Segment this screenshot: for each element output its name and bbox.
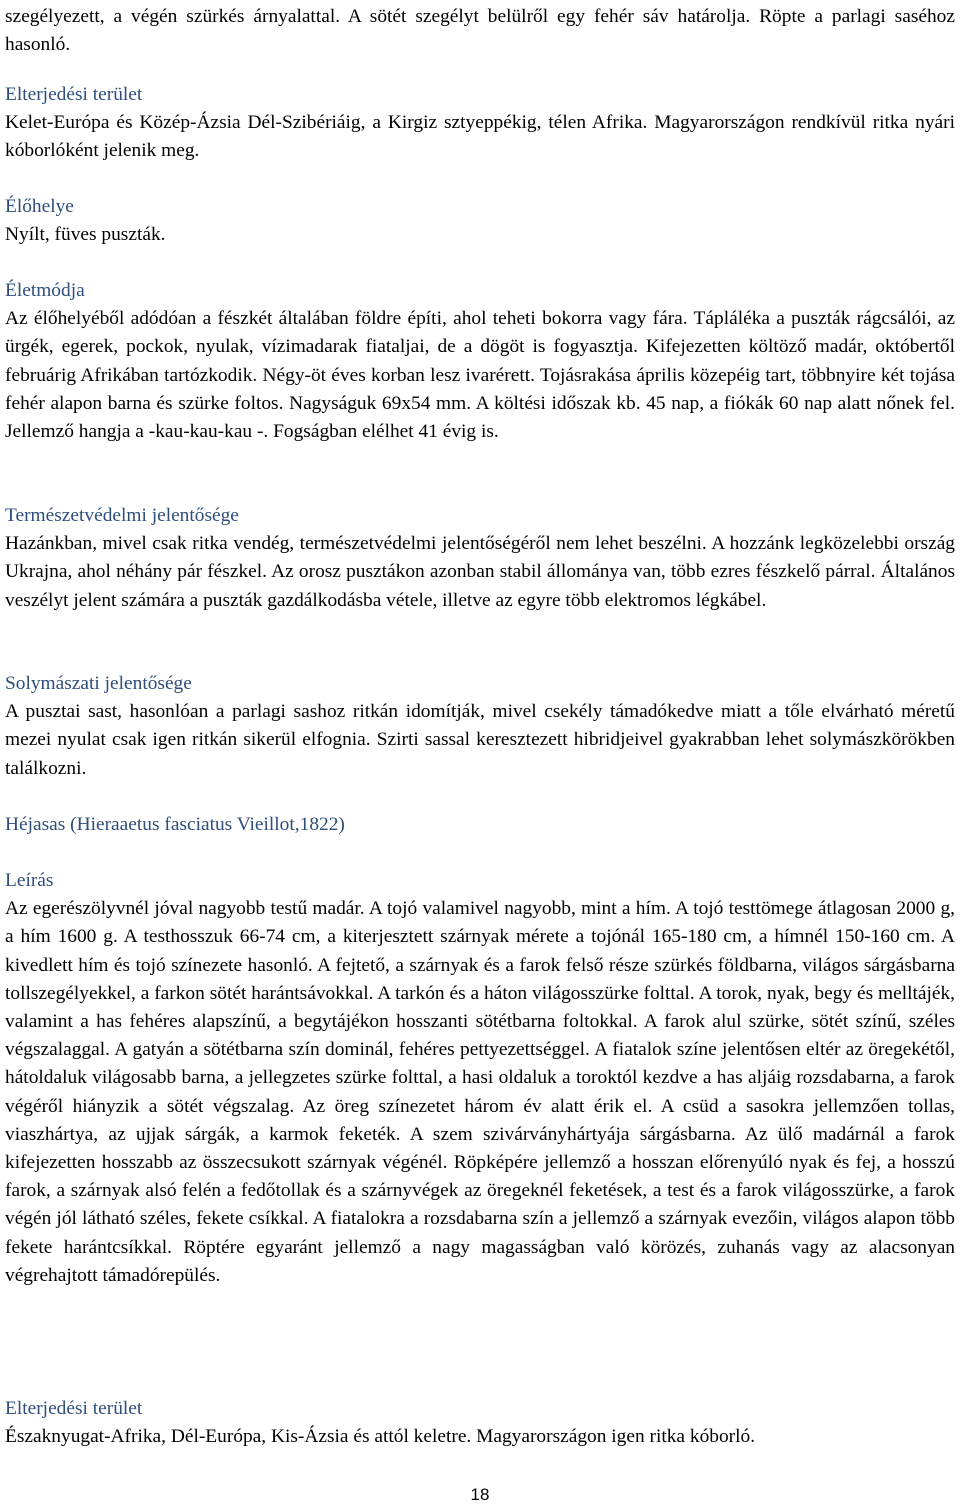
description-paragraph: Az egerészölyvnél jóval nagyobb testű madár. A tojó valamivel nagyobb, mint a hím. A tojó testtömege átlagosan 2000 g, a hím 1600 g. A testhosszuk 66-74 cm, a kiterjesztett szárnyak mérete a tojónál 165-180 cm, a hímnél 150-160 cm. A kivedlett hím és tojó színezete hasonló. A fejtető, a szárnyak és a farok felső része szürkés földbarna, világos sárgásbarna tollszegélyekkel, a farkon sötét harántsávokkal. A tarkón és a háton világosszürke folttal. A torok, nyak, begy és melltájék, valamint a has fehéres alapszínű, a begytájékon hosszanti sötétbarna foltokkal. A farok alul szürke, sötét színű, széles végszalaggal. A gatyán a sötétbarna szín dominál, fehéres pettyezettséggel. A fiatalok színe jelentősen eltér az öregekétől, hátoldaluk világosabb barna, a jellegzetes szürke folttal, a hasi oldaluk a toroktól kezdve a has aljáig rozsdabarna, a farok végéről hiányzik a sötét végszalag. Az öreg színezetet három év alatt érik el. A csüd a sasokra jellemzően tollas, viaszhártya, az ujjak sárgák, a karmok feketék. A szem szivárványhártyája sárgásbarna. Az ülő madárnál a farok kifejezetten hosszabb az összecsukott szárnyak végénél. Röpképére jellemző a hosszan előrenyúló nyak és fej, a hosszú farok, a szárnyak alsó felén a fedőtollak és a szárnyvégek az öregeknél feketések, a test és a farok világosszürke, a farok végén jól látható széles, fekete csíkkal. A fiatalokra a rozsdabarna szín a jellemző a szárnyak evezőin, világos alapon több fekete harántcsíkkal. Röptére egyaránt jellemző a nagy magasságban való körözés, zuhanás vagy az alacsonyan végrehajtott támadórepülés. — [5, 898, 955, 1286]
range-heading: Elterjedési terület — [5, 84, 143, 105]
falconry-paragraph: A pusztai sast, hasonlóan a parlagi sashoz ritkán idomítják, mivel csekély támadókedve miatt a tőle elvárható méretű mezei nyulat csak igen ritkán sikerül elfognia. Szirti sassal keresztezett hibridjeivel gyakrabban lehet solymászkörökben találkozni. — [5, 701, 955, 779]
lifestyle-paragraph: Az élőhelyéből adódóan a fészkét általában földre építi, ahol teheti bokorra vagy fára. Tápláléka a puszták rágcsálói, az ürgék, egerek, pockok, nyulak, vízimadarak fiataljai, de a dögöt is fogyasztja. Kifejezetten költöző madár, októbertől februárig Afrikában tartózkodik. Négy-öt éves korban lesz ivarérett. Tojásrakása április közepéig tart, többnyire két tojása fehér alapon barna és szürke foltos. Nagyságuk 69x54 mm. A költési időszak kb. 45 nap, a fiókák 60 nap alatt nőnek fel. Jellemző hangja a -kau-kau-kau -. Fogságban elélhet 41 évig is. — [5, 308, 955, 443]
description-heading: Leírás — [5, 870, 54, 891]
falconry-heading: Solymászati jelentősége — [5, 673, 192, 694]
conservation-paragraph: Hazánkban, mivel csak ritka vendég, természetvédelmi jelentőségéről nem lehet beszélni. A hozzánk legközelebbi ország Ukrajna, ahol néhány pár fészkel. Az orosz pusztákon azonban stabil állománya van, több ezres fészkelő párral. Általános veszélyt jelent számára a puszták gazdálkodásba vétele, illetve az egyre több elektromos légkábel. — [5, 533, 955, 611]
intro-section — [5, 3, 955, 59]
range-paragraph-2: Északnyugat-Afrika, Dél-Európa, Kis-Ázsia és attól keletre. Magyarországon igen ritka kóborló. — [5, 1426, 756, 1448]
page-number: 18 — [470, 1485, 490, 1504]
range-section — [5, 81, 955, 166]
conservation-section — [5, 502, 955, 615]
habitat-paragraph: Nyílt, füves puszták. — [5, 224, 166, 246]
falconry-section — [5, 670, 955, 783]
lifestyle-section — [5, 277, 955, 446]
species-title-section — [5, 811, 955, 839]
lifestyle-heading: Életmódja — [5, 280, 85, 301]
species-title: Héjasas (Hieraaetus fasciatus Vieillot,1822) — [5, 814, 345, 835]
description-section — [5, 867, 955, 1290]
intro-paragraph: szegélyezett, a végén szürkés árnyalattal. A sötét szegélyt belülről egy fehér sáv határolja. Röpte a parlagi saséhoz hasonló. — [5, 6, 955, 56]
range-paragraph: Kelet-Európa és Közép-Ázsia Dél-Szibériáig, a Kirgiz sztyeppékig, télen Afrika. Magyarországon rendkívül ritka nyári kóborlóként jelenik meg. — [5, 112, 955, 162]
habitat-heading: Élőhelye — [5, 196, 74, 217]
habitat-section — [5, 193, 955, 249]
range-heading-2: Elterjedési terület — [5, 1398, 143, 1419]
conservation-heading: Természetvédelmi jelentősége — [5, 505, 239, 526]
range-section-2 — [5, 1395, 955, 1451]
